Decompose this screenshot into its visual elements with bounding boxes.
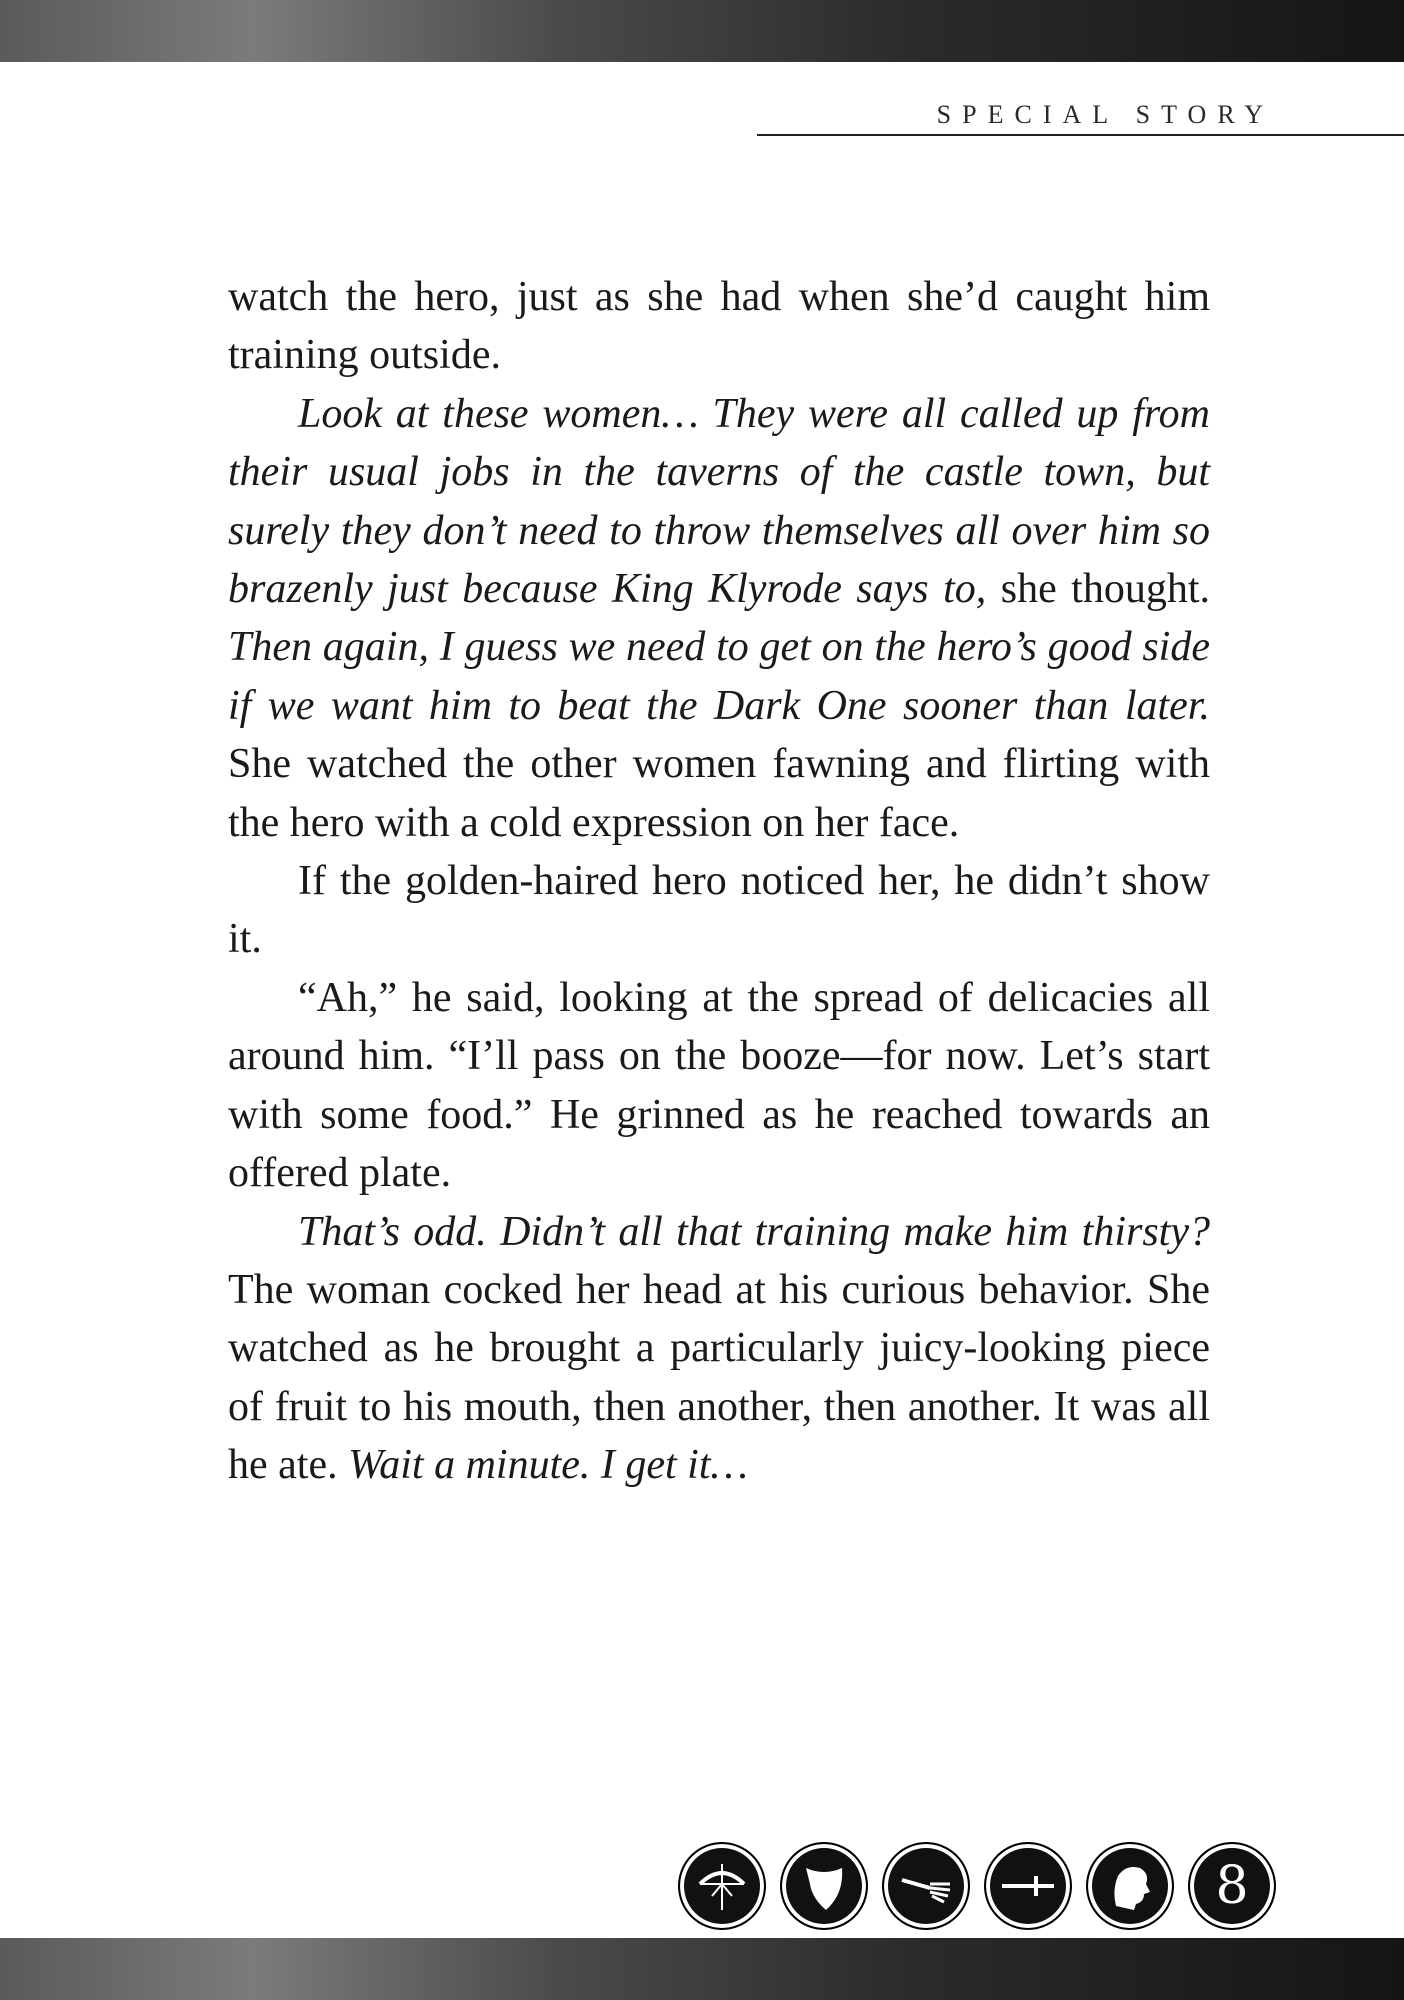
text-segment: She watched the other women fawning and flirting with the hero with a cold expression on her face. [228,741,1210,846]
text-segment: watch the hero, just as she had when she’d caught him training outside. [228,274,1210,379]
fork-icon [882,1842,970,1930]
paragraph [228,268,1210,385]
paragraph [228,385,1210,852]
bottom-band [0,1938,1404,2000]
text-segment: The woman cocked her head at his curious behavior. She watched as he brought a particularly juicy-looking piece of fruit to his mouth, then another, then another. It was all he ate. [228,1266,1210,1489]
bow-icon [678,1842,766,1930]
page-number-label: 8 [1215,1856,1249,1916]
top-band [0,0,1404,62]
running-header [757,100,1404,136]
text-segment: If the golden-haired hero noticed her, he didn’t show it. [228,858,1210,963]
text-segment: “Ah,” he said, looking at the spread of delicacies all around him. “I’ll pass on the booze—for now. Let’s start with some food.” He grinned as he reached towards an offered plate. [228,974,1210,1197]
page-icon-row [678,1842,1276,1930]
page-number [1188,1842,1276,1930]
text-segment: she thought. [986,566,1210,613]
text-segment: That’s odd. Didn’t all that training make him thirsty? [298,1208,1210,1255]
text-segment: Then again, I guess we need to get on the hero’s good side if we want him to beat the Dark One sooner than later. [228,624,1210,729]
text-segment: Wait a minute. I get it… [348,1442,748,1489]
story-text [228,268,1210,1495]
shield-icon [780,1842,868,1930]
header-label: SPECIAL STORY [936,100,1274,129]
paragraph [228,1203,1210,1495]
sword-icon [984,1842,1072,1930]
text-segment: Look at these women… They were all called up from their usual jobs in the taverns of the castle town, but surely they don’t need to throw themselves all over him so brazenly just because King Klyrode says to, [228,390,1210,613]
paragraph [228,969,1210,1203]
paragraph [228,852,1210,969]
profile-icon [1086,1842,1174,1930]
